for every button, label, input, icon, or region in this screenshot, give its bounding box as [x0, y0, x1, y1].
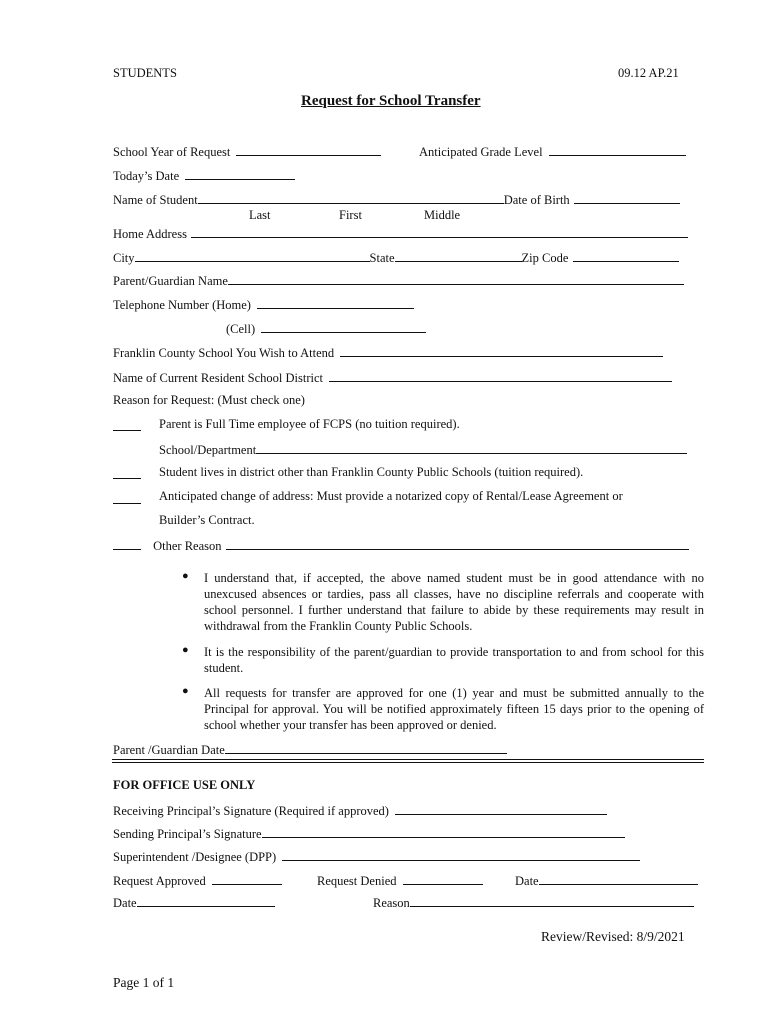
- name-last-label: Last: [249, 208, 271, 222]
- office-date2-row: [113, 894, 275, 911]
- office-reason-label: Reason: [373, 896, 410, 910]
- home-address-label: Home Address: [113, 227, 187, 241]
- reason-3-checkbox[interactable]: [113, 491, 141, 504]
- receiving-signature-field[interactable]: [395, 802, 607, 815]
- office-date2-field[interactable]: [137, 894, 275, 907]
- todays-date-row: [113, 167, 295, 184]
- current-district-label: Name of Current Resident School District: [113, 371, 324, 385]
- bullet-icon: ●: [182, 570, 189, 582]
- guardian-name-label: Parent/Guardian Name: [113, 274, 228, 288]
- request-approved-label: Request Approved: [113, 874, 206, 888]
- phone-home-field[interactable]: [257, 296, 414, 309]
- city-field[interactable]: [135, 249, 370, 262]
- request-approved-row: [113, 872, 282, 889]
- office-date2-label: Date: [113, 896, 137, 910]
- todays-date-label: Today’s Date: [113, 169, 180, 183]
- policy-number: 09.12 AP.21: [618, 66, 679, 80]
- office-reason-row: [373, 894, 694, 911]
- office-date-row: [515, 872, 698, 889]
- office-date-field[interactable]: [539, 872, 698, 885]
- guardian-name-row: [113, 272, 684, 289]
- section-divider: [112, 759, 704, 760]
- request-denied-row: [317, 872, 483, 889]
- page-title: Request for School Transfer: [301, 93, 481, 109]
- school-department-field[interactable]: [256, 441, 687, 454]
- request-denied-label: Request Denied: [317, 874, 397, 888]
- zip-label: Zip Code: [521, 251, 569, 265]
- bullet-text: It is the responsibility of the parent/guardian to provide transportation to and from school for this student.: [204, 645, 704, 675]
- section-divider: [112, 762, 704, 763]
- school-year-label: School Year of Request: [113, 145, 231, 159]
- school-department-row: [159, 441, 687, 458]
- city-state-zip-row: [113, 249, 679, 266]
- other-reason-label: Other Reason: [153, 539, 222, 553]
- bullet-item: [182, 685, 704, 733]
- student-name-label: Name of Student: [113, 193, 198, 207]
- office-date-label: Date: [515, 874, 539, 888]
- bullet-item: [182, 644, 704, 676]
- home-address-row: [113, 225, 688, 242]
- current-district-row: [113, 369, 672, 386]
- request-approved-field[interactable]: [212, 872, 282, 885]
- todays-date-field[interactable]: [185, 167, 295, 180]
- home-address-field[interactable]: [191, 225, 688, 238]
- school-year-field[interactable]: [236, 143, 381, 156]
- grade-level-label: Anticipated Grade Level: [419, 145, 543, 159]
- bullet-icon: ●: [182, 644, 189, 656]
- guardian-name-field[interactable]: [228, 272, 684, 285]
- phone-home-label: Telephone Number (Home): [113, 298, 251, 312]
- school-department-label: School/Department: [159, 443, 257, 457]
- request-denied-field[interactable]: [403, 872, 483, 885]
- student-name-field[interactable]: [198, 191, 504, 204]
- reason-2-checkbox[interactable]: [113, 466, 141, 479]
- reason-other-checkbox[interactable]: [113, 537, 141, 550]
- bullet-item: [182, 570, 704, 634]
- zip-field[interactable]: [573, 249, 679, 262]
- grade-level-row: [419, 143, 686, 160]
- header-section: STUDENTS: [113, 66, 177, 80]
- dob-field[interactable]: [574, 191, 680, 204]
- name-first-label: First: [339, 208, 362, 222]
- bullet-text: All requests for transfer are approved for one (1) year and must be submitted annually to the Principal for approval. You will be notified approximately fifteen 15 days prior to the opening of school whether your transfer has been approved or denied.: [204, 686, 704, 732]
- guardian-date-field[interactable]: [225, 741, 507, 754]
- state-field[interactable]: [395, 249, 522, 262]
- school-wish-row: [113, 344, 663, 361]
- reason-2-text: Student lives in district other than Franklin County Public Schools (tuition required).: [159, 465, 584, 479]
- reason-3-text-line1: Anticipated change of address: Must provide a notarized copy of Rental/Lease Agreement or: [159, 489, 623, 503]
- other-reason-row: [113, 537, 689, 554]
- office-reason-field[interactable]: [410, 894, 694, 907]
- sending-signature-label: Sending Principal’s Signature: [113, 827, 262, 841]
- phone-cell-field[interactable]: [261, 320, 426, 333]
- guardian-date-row: [113, 741, 507, 758]
- office-use-heading: FOR OFFICE USE ONLY: [113, 778, 256, 792]
- city-label: City: [113, 251, 135, 265]
- bullet-text: I understand that, if accepted, the above named student must be in good attendance with no unexcused absences or tardies, pass all classes, have no discipline referrals and cooperate with school personnel. I further understand that failure to abide by these requirements may result in withdrawal from the Franklin County Public Schools.: [204, 571, 704, 633]
- student-name-row: [113, 191, 680, 208]
- superintendent-field[interactable]: [282, 848, 640, 861]
- revision-date: Review/Revised: 8/9/2021: [541, 929, 685, 944]
- phone-cell-row: [226, 320, 426, 337]
- grade-level-field[interactable]: [549, 143, 686, 156]
- receiving-signature-label: Receiving Principal’s Signature (Required if approved): [113, 804, 389, 818]
- receiving-signature-row: [113, 802, 607, 819]
- page-number: Page 1 of 1: [113, 975, 175, 990]
- sending-signature-field[interactable]: [262, 825, 625, 838]
- superintendent-label: Superintendent /Designee (DPP): [113, 850, 277, 864]
- reason-1-text: Parent is Full Time employee of FCPS (no tuition required).: [159, 417, 460, 431]
- reason-3-text-line2: Builder’s Contract.: [159, 513, 255, 527]
- dob-label: Date of Birth: [503, 193, 570, 207]
- guardian-date-label: Parent /Guardian Date: [113, 743, 225, 757]
- school-wish-label: Franklin County School You Wish to Attend: [113, 346, 335, 360]
- reason-heading: Reason for Request: (Must check one): [113, 393, 305, 407]
- name-middle-label: Middle: [424, 208, 461, 222]
- phone-cell-label: (Cell): [226, 322, 256, 336]
- school-year-row: [113, 143, 381, 160]
- phone-home-row: [113, 296, 414, 313]
- bullet-icon: ●: [182, 685, 189, 697]
- current-district-field[interactable]: [329, 369, 672, 382]
- school-wish-field[interactable]: [340, 344, 663, 357]
- other-reason-field[interactable]: [226, 537, 689, 550]
- reason-1-checkbox[interactable]: [113, 418, 141, 431]
- sending-signature-row: [113, 825, 625, 842]
- superintendent-row: [113, 848, 640, 865]
- state-label: State: [369, 251, 395, 265]
